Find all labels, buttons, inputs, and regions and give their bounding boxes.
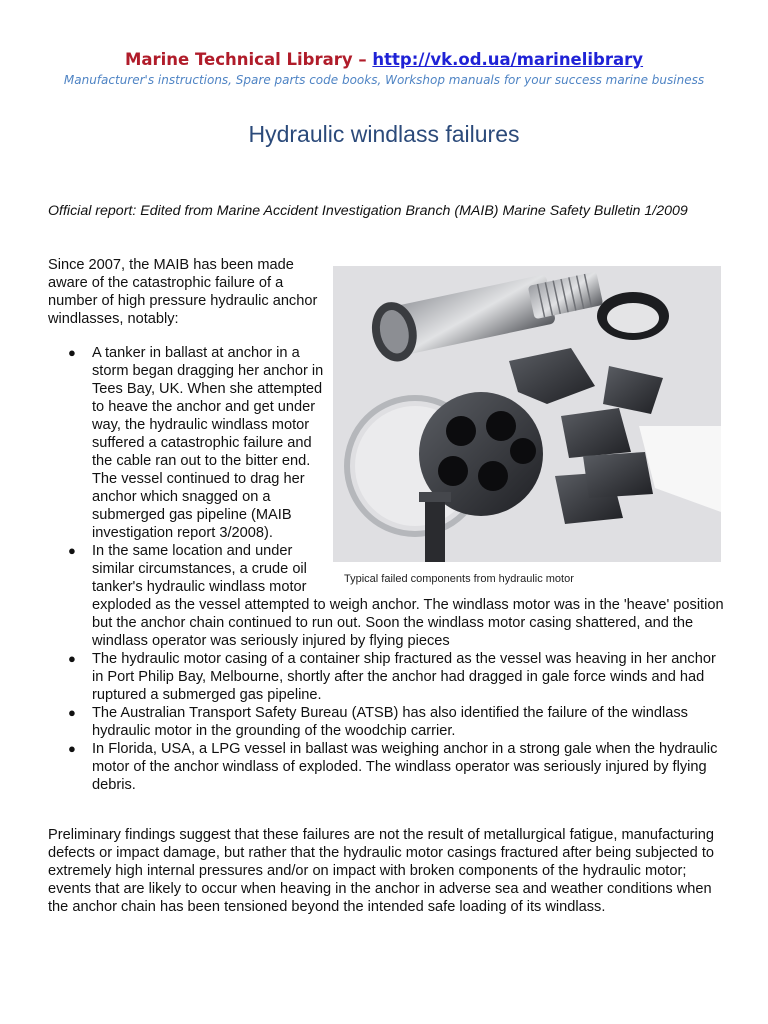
list-item bbox=[48, 650, 728, 704]
incident-text-crude-tanker-continued: exploded as the vessel attempted to weigh anchor. The windlass motor was in the 'heave' position but the anchor chain continued to run out. Soon the windlass motor casing shattered, and the windlass operator was seriously injured by flying pieces bbox=[92, 597, 724, 649]
list-item bbox=[48, 344, 728, 542]
library-header bbox=[0, 49, 768, 71]
library-name: Marine Technical Library bbox=[124, 50, 353, 69]
header-dash: – bbox=[352, 50, 373, 69]
incident-text-tees-bay: A tanker in ballast at anchor in a storm began dragging her anchor in Tees Bay, UK. When she attempted to heave the anchor and get under way, the hydraulic windlass motor suffered a catastrophic failure and the cable ran out to the bitter end. The vessel continued to drag her anchor which snagged on a submerged gas pipeline (MAIB investigation report 3/2008). bbox=[92, 345, 324, 541]
bullet-dot-icon: ● bbox=[68, 705, 76, 720]
library-tagline: Manufacturer's instructions, Spare parts code books, Workshop manuals for your success marine business bbox=[63, 73, 705, 87]
list-item bbox=[48, 740, 728, 794]
official-report-note: Official report: Edited from Marine Accident Investigation Branch (MAIB) Marine Safety Bulletin 1/2009 bbox=[48, 203, 688, 219]
incident-text-atsb: The Australian Transport Safety Bureau (ATSB) has also identified the failure of the windlass hydraulic motor in the grounding of the woodchip carrier. bbox=[92, 705, 688, 739]
incident-list bbox=[48, 344, 728, 794]
bullet-dot-icon: ● bbox=[68, 651, 76, 666]
library-url-link[interactable]: http://vk.od.ua/marinelibrary bbox=[372, 50, 644, 69]
bullet-dot-icon: ● bbox=[68, 345, 76, 360]
incident-text-florida: In Florida, USA, a LPG vessel in ballast was weighing anchor in a strong gale when the hydraulic motor of the anchor windlass of exploded. The windlass operator was seriously injured by flying debris. bbox=[92, 741, 718, 793]
incident-text-port-philip: The hydraulic motor casing of a container ship fractured as the vessel was heaving in her anchor in Port Philip Bay, Melbourne, shortly after the anchor had dragged in gale force winds and had ruptured a submerged gas pipeline. bbox=[92, 651, 716, 703]
photo-caption: Typical failed components from hydraulic motor bbox=[344, 573, 574, 585]
intro-paragraph: Since 2007, the MAIB has been made aware of the catastrophic failure of a number of high pressure hydraulic anchor windlasses, notably: bbox=[48, 257, 318, 327]
page-title: Hydraulic windlass failures bbox=[248, 121, 520, 147]
incident-text-crude-tanker: In the same location and under similar circumstances, a crude oil tanker's hydraulic windlass motor bbox=[92, 543, 307, 595]
findings-paragraph: Preliminary findings suggest that these failures are not the result of metallurgical fatigue, manufacturing defects or impact damage, but rather that the hydraulic motor casings fractured after being subjected to extremely high internal pressures and/or on impact with broken components of the hydraulic motor; events that are likely to occur when heaving in the anchor in adverse sea and weather conditions when the anchor chain has been tensioned beyond the intended safe loading of its windlass. bbox=[48, 827, 714, 915]
list-item bbox=[48, 542, 728, 650]
bullet-dot-icon: ● bbox=[68, 741, 76, 756]
bullet-dot-icon: ● bbox=[68, 543, 76, 558]
list-item bbox=[48, 704, 728, 740]
